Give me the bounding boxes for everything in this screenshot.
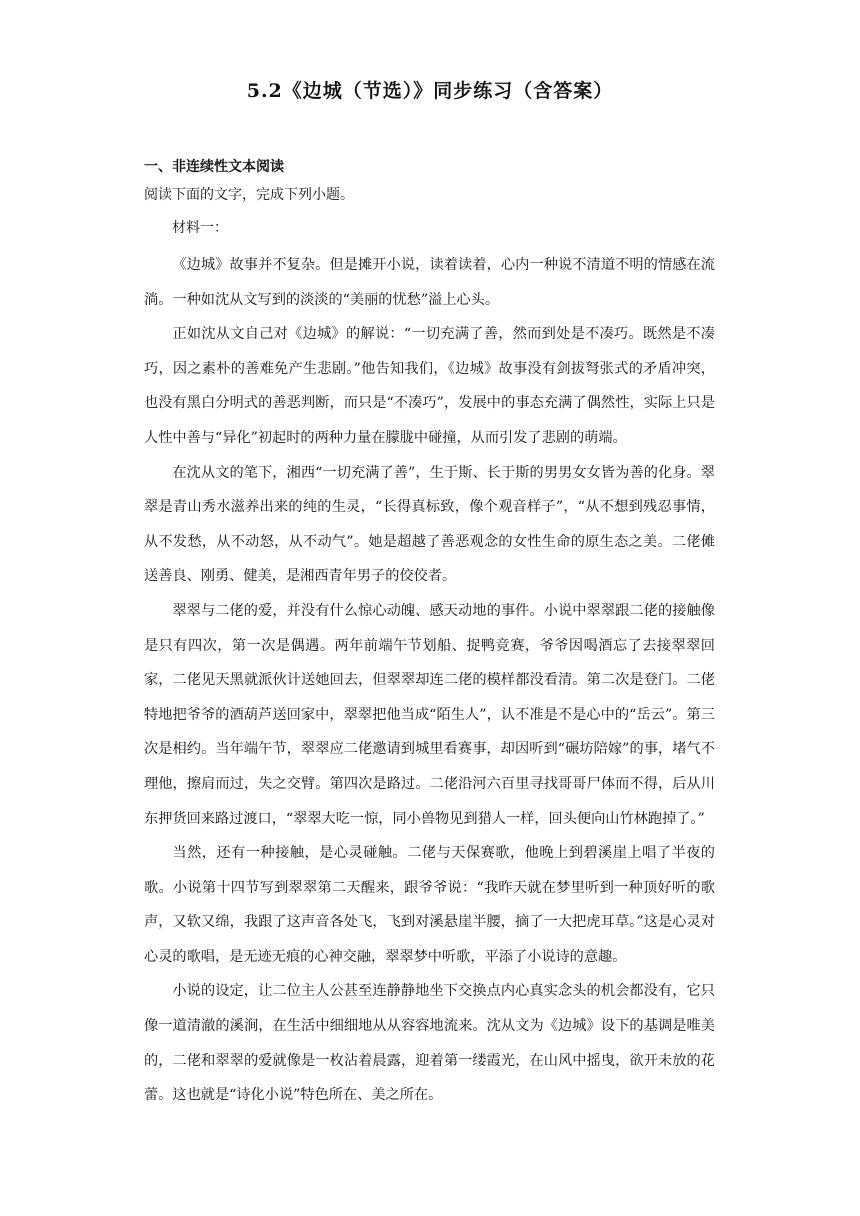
document-title: 5.2《边城（节选）》同步练习（含答案） xyxy=(246,80,614,102)
paragraph-6: 小说的设定，让二位主人公甚至连静静地坐下交换点内心真实念头的机会都没有，它只像一道清澈的溪涧，在生活中细细地从从容容地流来。沈从文为《边城》设下的基调是唯美的，二佬和翠翠的爱就像是一枚沾着晨露，迎着第一缕霞光，在山风中摇曳，欲开未放的花蕾。这也就是“诗化小说”特色所在、美之所在。 xyxy=(144,983,715,1104)
paragraph-5: 当然，还有一种接触，是心灵碰触。二佬与天保赛歌，他晚上到碧溪崖上唱了半夜的歌。小说第十四节写到翠翠第二天醒来，跟爷爷说：“我昨天就在梦里听到一种顶好听的歌声，又软又绵，我跟了这声音各处飞，飞到对溪悬崖半腰，摘了一大把虎耳草。”这是心灵对心灵的歌唱，是无迹无痕的心神交融，翠翠梦中听歌，平添了小说诗的意趣。 xyxy=(144,845,715,965)
paragraph-4: 翠翠与二佬的爱，并没有什么惊心动魄、感天动地的事件。小说中翠翠跟二佬的接触像是只有四次，第一次是偶遇。两年前端午节划船、捉鸭竞赛，爷爷因喝酒忘了去接翠翠回家，二佬见天黑就派伙计送她回去，但翠翠却连二佬的模样都没看清。第二次是登门。二佬特地把爷爷的酒葫芦送回家中，翠翠把他当成“陌生人”，认不准是不是心中的“岳云”。第三次是相约。当年端午节，翠翠应二佬邀请到城里看赛事，却因听到“碾坊陪嫁”的事，堵气不理他，擦肩而过，失之交臂。第四次是路过。二佬沿河六百里寻找哥哥尸体而不得，后从川东押货回来路过渡口，“翠翠大吃一惊，同小兽物见到猎人一样，回头便向山竹林跑掉了。” xyxy=(144,602,715,827)
section-heading: 一、非连续性文本阅读 xyxy=(144,159,284,175)
reading-instruction: 阅读下面的文字，完成下列小题。 xyxy=(144,187,354,203)
material-body xyxy=(144,248,715,1113)
paragraph-3: 在沈从文的笔下，湘西“一切充满了善”，生于斯、长于斯的男男女女皆为善的化身。翠翠是青山秀水滋养出来的纯的生灵，“长得真标致，像个观音样子”，“从不想到残忍事情，从不发愁，从不动怒，从不动气”。她是超越了善恶观念的女性生命的原生态之美。二佬傩送善良、刚勇、健美，是湘西青年男子的佼佼者。 xyxy=(144,464,715,585)
paragraph-2: 正如沈从文自己对《边城》的解说：“一切充满了善，然而到处是不凑巧。既然是不凑巧，因之素朴的善难免产生悲剧。”他告知我们，《边城》故事没有剑拔弩张式的矛盾冲突，也没有黑白分明式的善恶判断，而只是“不凑巧”，发展中的事态充满了偶然性，实际上只是人性中善与“异化”初起时的两种力量在朦胧中碰撞，从而引发了悲剧的萌端。 xyxy=(144,326,715,446)
paragraph-1: 《边城》故事并不复杂。但是摊开小说，读着读着，心内一种说不清道不明的情感在流淌。一种如沈从文写到的淡淡的“美丽的忧愁”溢上心头。 xyxy=(144,257,715,308)
material-label: 材料一： xyxy=(172,220,228,236)
